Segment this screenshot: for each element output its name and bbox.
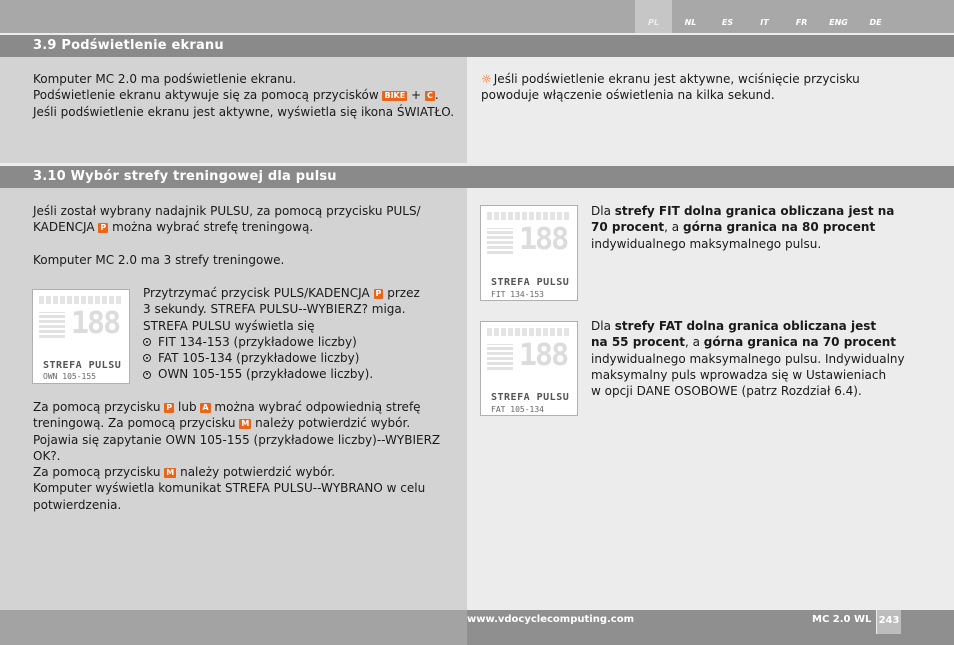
lcd-own-value: OWN 105-155 xyxy=(43,372,96,381)
lcd-own-label: STREFA PULSU xyxy=(43,360,122,371)
lcd-fit-label: STREFA PULSU xyxy=(491,277,570,288)
p-key-icon: P xyxy=(375,289,382,298)
backlight-line-3: Jeśli podświetlenie ekranu jest aktywne, wyświetla się ikona ŚWIATŁO. xyxy=(33,104,455,119)
lang-tab-pl[interactable]: PL xyxy=(635,0,672,33)
a-key-icon: A xyxy=(202,403,209,412)
zone-select-text: Za pomocą przycisku P lub A można wybrać odpowiednią strefę treningową. Za pomocą przycisku M należy potwierdzić wybór. Pojawia się zapytanie OWN 105-155 (przykładowe liczby)--WYBIERZ OK?. Za pomocą przycisku M należy potwierdzić wybór. Komputer wyświetla komunikat STREFA PULSU--WYBRANO w celu potwierdzenia. xyxy=(33,400,441,512)
lcd-fat-value: FAT 105-134 xyxy=(491,405,544,414)
bullet-fit: FIT 134-153 (przykładowe liczby) xyxy=(143,334,453,350)
zone-intro: Jeśli został wybrany nadajnik PULSU, za pomocą przycisku PULS/ KADENCJA P można wybrać strefę treningową. xyxy=(33,204,421,235)
footer-url[interactable]: www.vdocyclecomputing.com xyxy=(467,614,635,625)
bullet-icon xyxy=(143,354,151,362)
section-title-zone: 3.10 Wybór strefy treningowej dla pulsu xyxy=(33,169,337,184)
backlight-left-text xyxy=(33,71,463,120)
lcd-own-display: 188 STREFA PULSU OWN 105-155 xyxy=(32,289,130,384)
backlight-line-2: Podświetlenie ekranu aktywuje się za pomocą przycisków BIKE + C . xyxy=(33,88,439,103)
lcd-fat-display: 188 STREFA PULSU FAT 105-134 xyxy=(480,321,578,416)
lang-tab-fr[interactable]: FR xyxy=(795,18,808,27)
lang-tab-it[interactable]: IT xyxy=(760,18,769,27)
light-icon: ☼ xyxy=(481,72,492,86)
lang-tab-nl[interactable]: NL xyxy=(684,18,697,27)
bullet-own: OWN 105-155 (przykładowe liczby). xyxy=(143,366,453,382)
bullet-icon xyxy=(143,338,151,346)
m-key-icon: M xyxy=(241,419,250,429)
footer-left-panel xyxy=(0,610,467,645)
bullet-icon xyxy=(143,371,151,379)
language-tabs xyxy=(635,0,894,33)
lcd-fit-value: FIT 134-153 xyxy=(491,290,544,299)
lcd-fat-label: STREFA PULSU xyxy=(491,392,570,403)
p-key-icon: P xyxy=(166,403,173,412)
lang-tab-es[interactable]: ES xyxy=(721,18,734,27)
backlight-right-text: ☼ Jeśli podświetlenie ekranu jest aktywne, wciśnięcie przycisku powoduje włączenie oświetlenia na kilka sekund. xyxy=(481,72,860,103)
p-key-icon: P xyxy=(100,223,107,233)
lang-tab-de[interactable]: DE xyxy=(869,18,882,27)
fit-zone-text: Dla strefy FIT dolna granica obliczana jest na 70 procent, a górna granica na 80 procent indywidualnego maksymalnego pulsu. xyxy=(591,204,895,251)
lang-tab-eng[interactable]: ENG xyxy=(829,18,848,27)
page-number: 243 xyxy=(876,610,901,634)
fat-zone-text: Dla strefy FAT dolna granica obliczana jest na 55 procent, a górna granica na 70 procent indywidualnego maksymalnego pulsu. Indywidualny maksymalny puls wprowadza się w Ustawieniach w opcji DANE OSOBOWE (patrz Rozdział 6.4). xyxy=(591,319,905,399)
bike-key-icon: BIKE xyxy=(384,91,406,101)
zone-count-text: Komputer MC 2.0 ma 3 strefy treningowe. xyxy=(33,253,285,267)
zone-hold-text: Przytrzymać przycisk PULS/KADENCJA P przez 3 sekundy. STREFA PULSU--WYBIERZ? miga. STREFA PULSU wyświetla się FIT 134-153 (przykładowe liczby) FAT 105-134 (przykładowe liczby) OWN 105-155 (przykładowe liczby). xyxy=(143,285,453,383)
footer-model: MC 2.0 WL xyxy=(812,614,872,625)
backlight-line-1: Komputer MC 2.0 ma podświetlenie ekranu. xyxy=(33,72,297,86)
section-title-backlight: 3.9 Podświetlenie ekranu xyxy=(33,38,224,53)
bullet-fat: FAT 105-134 (przykładowe liczby) xyxy=(143,350,453,366)
m-key-icon: M xyxy=(166,468,175,478)
lcd-fit-display: 188 STREFA PULSU FIT 134-153 xyxy=(480,205,578,301)
c-key-icon: C xyxy=(426,91,433,101)
